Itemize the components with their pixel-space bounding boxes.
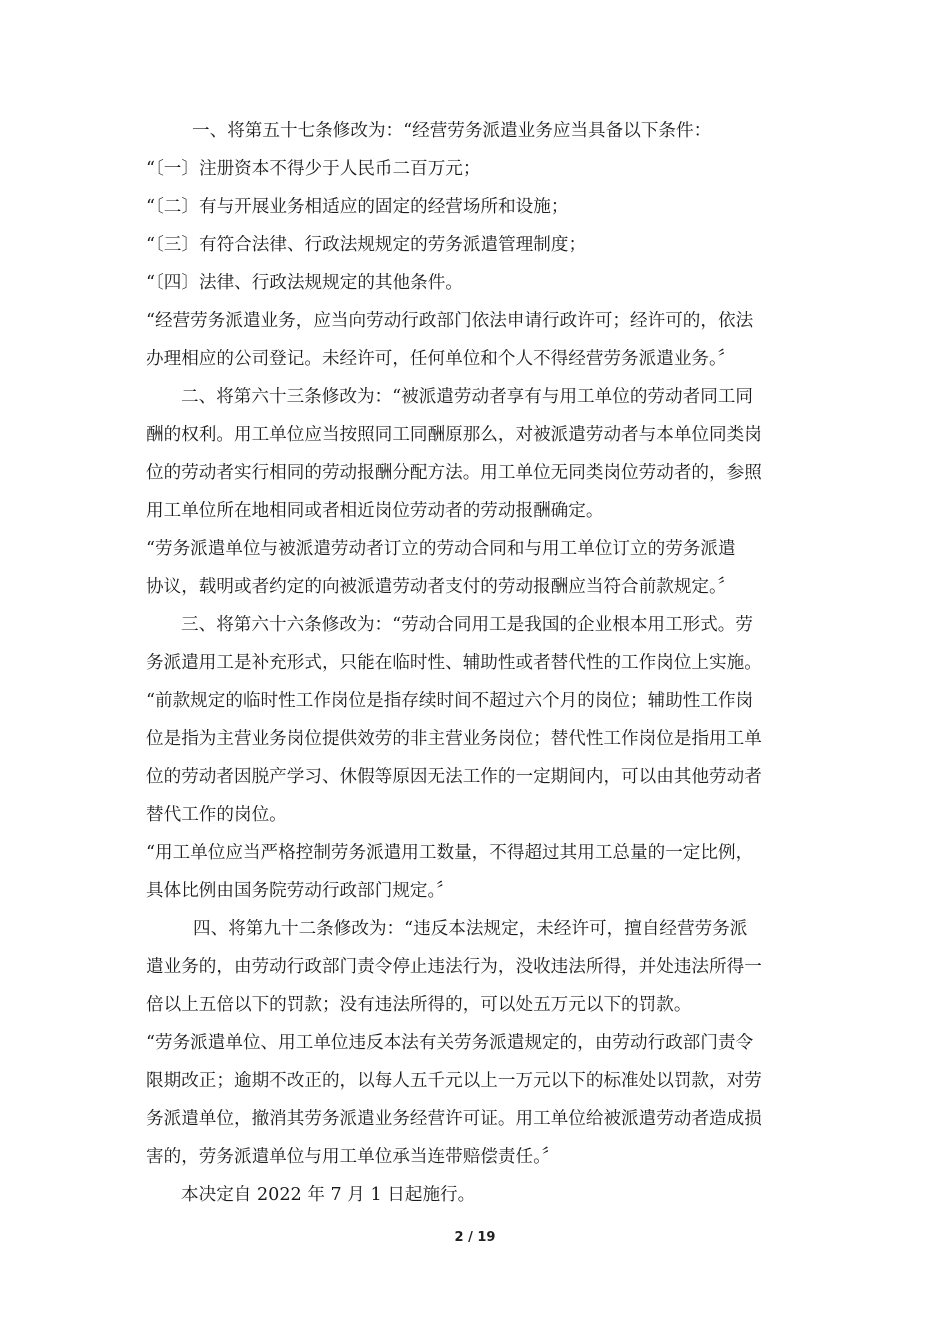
text-line: 用工单位所在地相同或者相近岗位劳动者的劳动报酬确定。 — [146, 501, 604, 521]
paragraph-p1 — [146, 112, 808, 150]
text-line: “用工单位应当严格控制劳务派遣用工数量，不得超过其用工总量的一定比例， — [146, 843, 754, 863]
text-line: “经营劳务派遣业务，应当向劳动行政部门依法申请行政许可；经许可的，依法 — [146, 311, 754, 331]
text-line: 一、将第五十七条修改为：“经营劳务派遣业务应当具备以下条件： — [192, 121, 712, 141]
text-line: 本决定自 2022 年 7 月 1 日起施行。 — [181, 1185, 476, 1205]
paragraph-p10 — [146, 682, 808, 834]
text-line: “〔二〕有与开展业务相适应的固定的经营场所和设施； — [146, 197, 569, 217]
text-line: 三、将第六十六条修改为：“劳动合同用工是我国的企业根本用工形式。劳 — [181, 615, 753, 635]
text-line: “〔四〕法律、行政法规规定的其他条件。 — [146, 273, 463, 293]
text-line: 酬的权利。用工单位应当按照同工同酬原那么，对被派遣劳动者与本单位同类岗 — [146, 425, 762, 445]
text-line: 遣业务的，由劳动行政部门责令停止违法行为，没收违法所得，并处违法所得一 — [146, 957, 762, 977]
page-number: 2 / 19 — [454, 1230, 496, 1245]
text-line: 位的劳动者实行相同的劳动报酬分配方法。用工单位无同类岗位劳动者的，参照 — [146, 463, 762, 483]
text-line: “〔三〕有符合法律、行政法规规定的劳务派遣管理制度； — [146, 235, 587, 255]
text-line: “〔一〕注册资本不得少于人民币二百万元； — [146, 159, 481, 179]
text-line: “劳务派遣单位、用工单位违反本法有关劳务派遣规定的，由劳动行政部门责令 — [146, 1033, 754, 1053]
text-line: 限期改正；逾期不改正的，以每人五千元以上一万元以下的标准处以罚款，对劳 — [146, 1071, 762, 1091]
text-line: “前款规定的临时性工作岗位是指存续时间不超过六个月的岗位；辅助性工作岗 — [146, 691, 754, 711]
text-line: 害的，劳务派遣单位与用工单位承当连带赔偿责任。〞 — [146, 1147, 560, 1167]
text-line: 位是指为主营业务岗位提供效劳的非主营业务岗位；替代性工作岗位是指用工单 — [146, 729, 762, 749]
text-line: 务派遣单位，撤消其劳务派遣业务经营许可证。用工单位给被派遣劳动者造成损 — [146, 1109, 762, 1129]
text-line: “劳务派遣单位与被派遣劳动者订立的劳动合同和与用工单位订立的劳务派遣 — [146, 539, 736, 559]
paragraph-p9 — [146, 606, 808, 682]
paragraph-p5 — [146, 264, 808, 302]
text-line: 替代工作的岗位。 — [146, 805, 287, 825]
text-line: 倍以上五倍以下的罚款；没有违法所得的，可以处五万元以下的罚款。 — [146, 995, 692, 1015]
paragraph-p11 — [146, 834, 808, 910]
paragraph-p3 — [146, 188, 808, 226]
paragraph-p12 — [146, 910, 808, 1024]
paragraph-p7 — [146, 378, 808, 530]
paragraph-p13 — [146, 1024, 808, 1176]
text-line: 位的劳动者因脱产学习、休假等原因无法工作的一定期间内，可以由其他劳动者 — [146, 767, 762, 787]
paragraph-p4 — [146, 226, 808, 264]
text-line: 二、将第六十三条修改为：“被派遣劳动者享有与用工单位的劳动者同工同 — [181, 387, 753, 407]
text-line: 务派遣用工是补充形式，只能在临时性、辅助性或者替代性的工作岗位上实施。 — [146, 653, 762, 673]
paragraph-p6 — [146, 302, 808, 378]
paragraph-p8 — [146, 530, 808, 606]
text-line: 协议，载明或者约定的向被派遣劳动者支付的劳动报酬应当符合前款规定。〞 — [146, 577, 736, 597]
paragraph-p14 — [146, 1176, 808, 1214]
paragraph-p2 — [146, 150, 808, 188]
text-line: 办理相应的公司登记。未经许可，任何单位和个人不得经营劳务派遣业务。〞 — [146, 349, 736, 369]
text-line: 四、将第九十二条修改为：“违反本法规定，未经许可，擅自经营劳务派 — [193, 919, 748, 939]
document-body — [146, 112, 808, 1214]
text-line: 具体比例由国务院劳动行政部门规定。〞 — [146, 881, 454, 901]
